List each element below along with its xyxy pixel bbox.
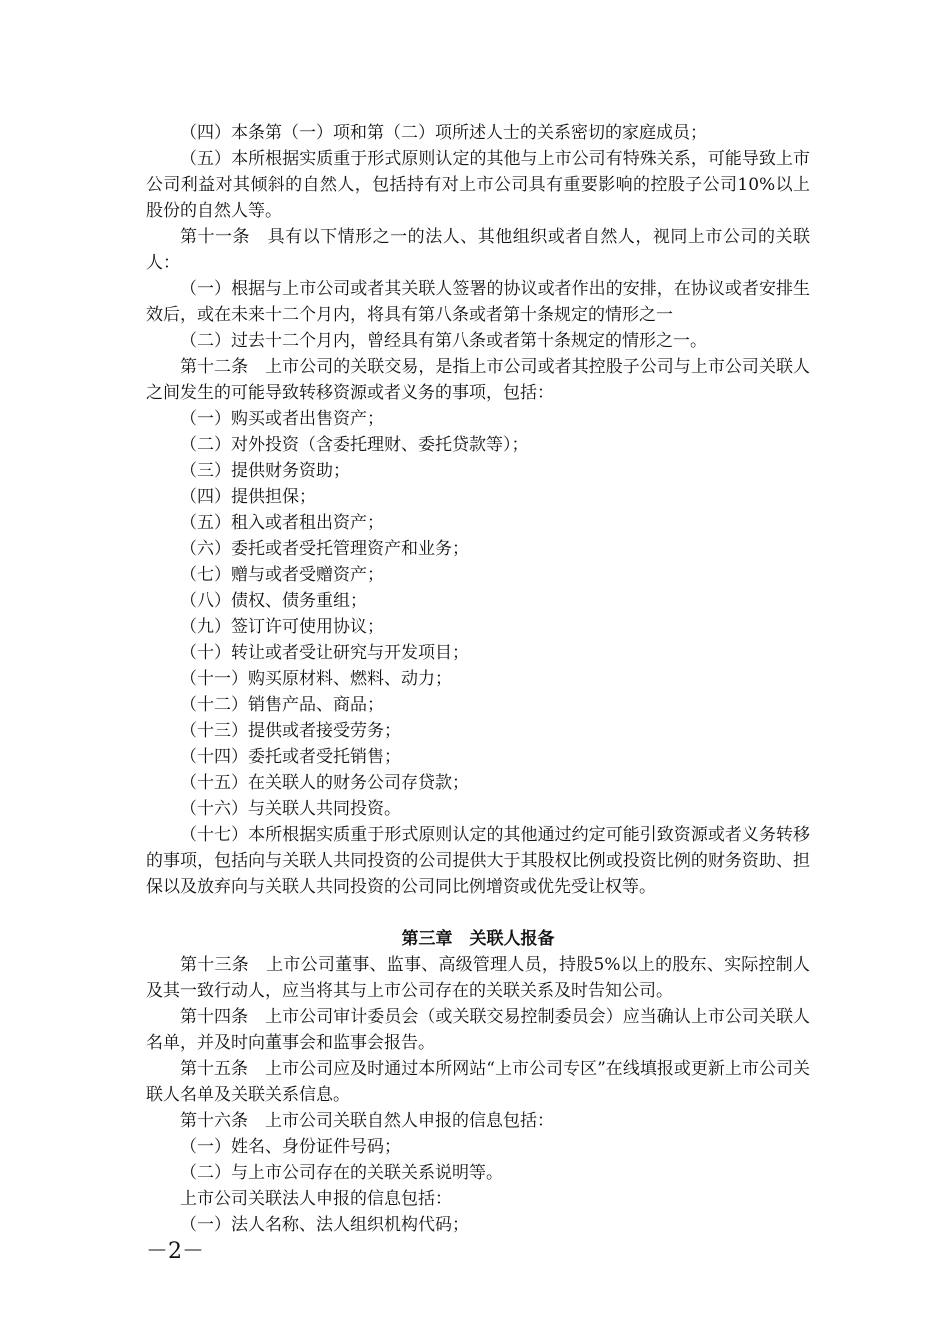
list-item: （十二）销售产品、商品； [180,695,384,715]
list-item: （七）赠与或者受赠资产； [180,565,384,585]
list-item: （十三）提供或者接受劳务； [180,721,401,741]
list-item: （十四）委托或者受托销售； [180,747,401,767]
article-eleven-item-one: （一）根据与上市公司或者其关联人签署的协议或者作出的安排，在协议或者安排生效后，或在未来十二个月内，将具有第八条或者第十条规定的情形之一 [146,279,810,325]
paragraph-item-four: （四）本条第（一）项和第（二）项所述人士的关系密切的家庭成员； [180,123,707,143]
list-item: （二）与上市公司存在的关联关系说明等。 [180,1163,503,1183]
document-body [146,120,810,1238]
item-seventeen: （十七）本所根据实质重于形式原则认定的其他通过约定可能引致资源或者义务转移的事项，包括向与关联人共同投资的公司提供大于其股权比例或投资比例的财务资助、担保以及放弃向与关联人共同投资的公司同比例增资或优先受让权等。 [146,825,810,897]
list-item: （十五）在关联人的财务公司存贷款； [180,773,469,793]
list-item: （五）租入或者租出资产； [180,513,384,533]
article-fourteen: 第十四条 上市公司审计委员会（或关联交易控制委员会）应当确认上市公司关联人名单，并及时向董事会和监事会报告。 [146,1007,810,1053]
article-sixteen: 第十六条 上市公司关联自然人申报的信息包括： [180,1111,554,1131]
list-item: （十六）与关联人共同投资。 [180,799,401,819]
list-item: （四）提供担保； [180,487,316,507]
list-item: （一）购买或者出售资产； [180,409,384,429]
article-fifteen: 第十五条 上市公司应及时通过本所网站“上市公司专区”在线填报或更新上市公司关联人名单及关联关系信息。 [146,1059,810,1105]
list-item: （六）委托或者受托管理资产和业务； [180,539,469,559]
article-eleven-item-two: （二）过去十二个月内，曾经具有第八条或者第十条规定的情形之一。 [180,331,707,351]
transaction-list [146,406,810,822]
article-thirteen: 第十三条 上市公司董事、监事、高级管理人员，持股5%以上的股东、实际控制人及其一致行动人，应当将其与上市公司存在的关联关系及时告知公司。 [146,955,810,1001]
article-twelve: 第十二条 上市公司的关联交易，是指上市公司或者其控股子公司与上市公司关联人之间发生的可能导致转移资源或者义务的事项，包括： [146,357,810,403]
paragraph-item-five: （五）本所根据实质重于形式原则认定的其他与上市公司有特殊关系，可能导致上市公司利益对其倾斜的自然人，包括持有对上市公司具有重要影响的控股子公司10%以上股份的自然人等。 [146,149,810,221]
list-item: （三）提供财务资助； [180,461,350,481]
list-item: （十）转让或者受让研究与开发项目； [180,643,469,663]
list-item: （一）法人名称、法人组织机构代码； [180,1215,469,1235]
article-eleven: 第十一条 具有以下情形之一的法人、其他组织或者自然人，视同上市公司的关联人： [146,227,810,273]
section-gap [146,900,810,926]
chapter-title: 第三章 关联人报备 [401,929,555,949]
list-item: （九）签订许可使用协议； [180,617,384,637]
list-item: （二）对外投资（含委托理财、委托贷款等）； [180,435,529,455]
page-number: －2－ [146,1239,204,1264]
legal-person-intro: 上市公司关联法人申报的信息包括： [180,1189,452,1209]
list-item: （一）姓名、身份证件号码； [180,1137,401,1157]
list-item: （十一）购买原材料、燃料、动力； [180,669,452,689]
list-item: （八）债权、债务重组； [180,591,367,611]
